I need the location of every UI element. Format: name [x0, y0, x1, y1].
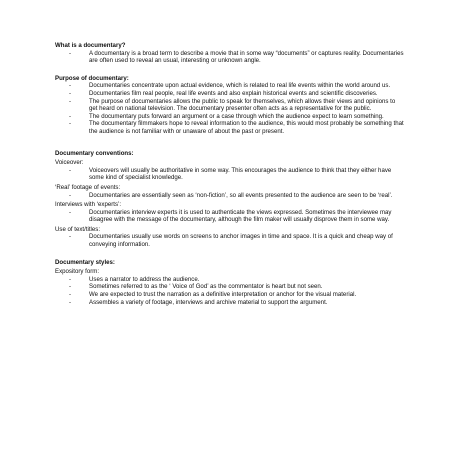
- list-item: - Documentaries concentrate upon actual evidence, which is related to real life events within the world around us.: [55, 82, 405, 90]
- what-list: [55, 50, 405, 65]
- convention-title-text-titles: Use of text/titles:: [55, 225, 101, 233]
- convention-title-real-footage: ‘Real’ footage of events:: [55, 183, 121, 191]
- list-item: - Documentaries are essentially seen as ‘non-fiction’, so all events presented to the audience are seen to be ‘real’.: [55, 192, 405, 200]
- list-item: - The documentary filmmakers hope to reveal information to the audience, this would most probably be something that the audience is not familiar with or unaware of about the past or present.: [55, 120, 405, 135]
- list-item: - Documentaries film real people, real life events and also explain historical events and scientific discoveries.: [55, 90, 405, 98]
- convention-title-interviews: Interviews with ‘experts’:: [55, 201, 122, 209]
- section-heading-styles: Documentary styles:: [55, 258, 115, 266]
- list-item: - Voiceovers will usually be authoritative in some way. This encourages the audience to think that they either have some kind of specialist knowledge.: [55, 167, 405, 182]
- real-footage-list: [55, 192, 405, 200]
- list-item: - The documentary puts forward an argument or a case through which the audience expect to learn something.: [55, 113, 405, 121]
- list-item: - Sometimes referred to as the ‘ Voice of God’ as the commentator is heart but not seen.: [55, 283, 405, 291]
- section-heading-purpose: Purpose of documentary:: [55, 74, 129, 82]
- list-item: - We are expected to trust the narration as a definitive interpretation or anchor for the visual material.: [55, 291, 405, 299]
- list-item: - A documentary is a broad term to describe a movie that in some way “documents” or captures reality. Documentaries are often used to reveal an usual, interesting or unknown angle.: [55, 50, 405, 65]
- list-item: - Uses a narrator to address the audience.: [55, 276, 405, 284]
- interviews-list: [55, 209, 405, 224]
- convention-title-voiceover: Voiceover:: [55, 159, 84, 167]
- purpose-list: [55, 82, 405, 135]
- section-heading-what: What is a documentary?: [55, 42, 126, 49]
- section-heading-conventions: Documentary conventions:: [55, 149, 134, 157]
- list-item: - Documentaries interview experts it is used to authenticate the views expressed. Sometimes the interviewee may disagree with the message of the documentary, although the film maker will usually disprove them in some way.: [55, 209, 405, 224]
- list-item: - Assembles a variety of footage, interviews and archive material to support the argument.: [55, 299, 405, 307]
- expository-list: [55, 276, 405, 306]
- style-title-expository: Expository form:: [55, 268, 100, 276]
- voiceover-list: [55, 167, 405, 182]
- list-item: - The purpose of documentaries allows the public to speak for themselves, which allows their views and opinions to get heard on national television. The documentary presenter often acts as a representative for the public.: [55, 98, 405, 113]
- text-titles-list: [55, 233, 405, 248]
- list-item: - Documentaries usually use words on screens to anchor images in time and space. It is a quick and cheap way of conveying information.: [55, 233, 405, 248]
